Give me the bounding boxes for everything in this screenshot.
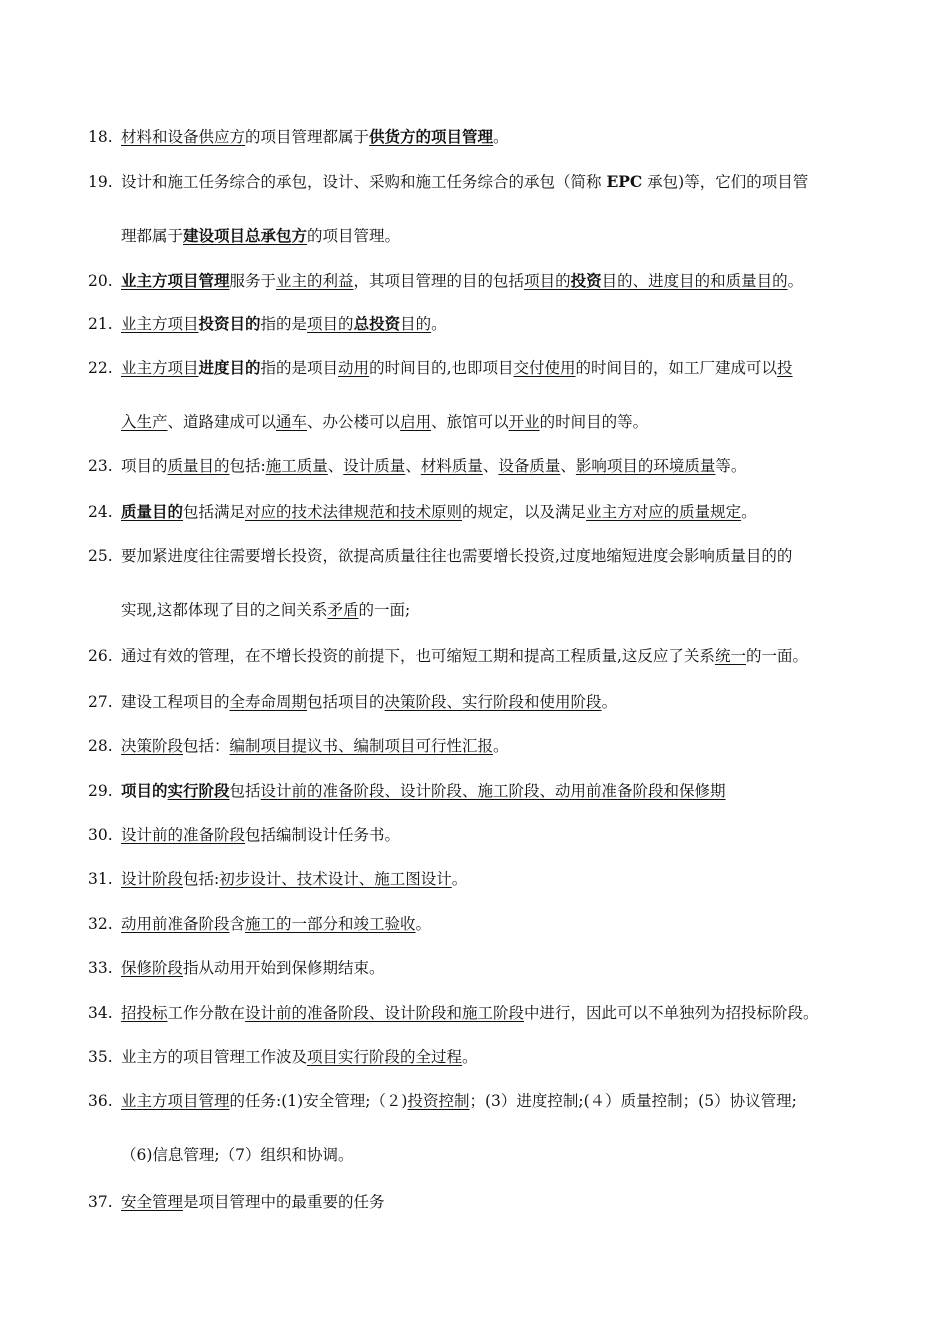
item-number: 18. — [88, 128, 113, 146]
item-text: 通过有效的管理，在不增长投资的前提下，也可缩短工期和提高工程质量,这反应了关系统一的一面。 — [121, 647, 808, 665]
item-text: 业主方的项目管理工作波及项目实行阶段的全过程。 — [121, 1048, 478, 1066]
item-text-continued: 入生产、道路建成可以通车、办公楼可以启用、旅馆可以开业的时间目的等。 — [121, 413, 649, 431]
item-number: 32. — [88, 915, 113, 933]
item-number: 28. — [88, 737, 113, 755]
item-number: 20. — [88, 272, 113, 290]
item-number: 25. — [88, 547, 113, 565]
item-text-continued: 理都属于建设项目总承包方的项目管理。 — [121, 226, 401, 245]
item-number: 33. — [88, 959, 113, 977]
item-number: 35. — [88, 1048, 113, 1066]
item-number: 22. — [88, 359, 113, 377]
item-number: 29. — [88, 782, 113, 800]
item-text-continued: 实现,这都体现了目的之间关系矛盾的一面; — [121, 601, 411, 619]
item-number: 23. — [88, 457, 113, 475]
item-number: 26. — [88, 647, 113, 665]
item-number: 19. — [88, 173, 113, 191]
item-text: 业主方项目进度目的指的是项目动用的时间目的,也即项目交付使用的时间目的，如工厂建成可以投 — [121, 358, 793, 377]
item-text: 设计阶段包括:初步设计、技术设计、施工图设计。 — [121, 870, 468, 888]
item-text: 设计和施工任务综合的承包，设计、采购和施工任务综合的承包（简称 EPC 承包)等，它们的项目管 — [121, 172, 809, 191]
item-text: 项目的实行阶段包括设计前的准备阶段、设计阶段、施工阶段、动用前准备阶段和保修期 — [121, 781, 726, 800]
item-text: 安全管理是项目管理中的最重要的任务 — [121, 1193, 385, 1211]
item-text: 要加紧进度往往需要增长投资，欲提高质量往往也需要增长投资,过度地缩短进度会影响质量目的的 — [121, 547, 793, 565]
item-number: 36. — [88, 1092, 113, 1110]
item-number: 27. — [88, 693, 113, 711]
item-text: 建设工程项目的全寿命周期包括项目的决策阶段、实行阶段和使用阶段。 — [121, 693, 618, 711]
item-text: 设计前的准备阶段包括编制设计任务书。 — [121, 826, 401, 844]
item-text-continued: （6)信息管理;（7）组织和协调。 — [121, 1146, 354, 1164]
item-number: 31. — [88, 870, 113, 888]
item-number: 34. — [88, 1004, 113, 1022]
item-text: 质量目的包括满足对应的技术法律规范和技术原则的规定，以及满足业主方对应的质量规定。 — [121, 502, 757, 521]
item-text: 业主方项目管理服务于业主的利益，其项目管理的目的包括项目的投资目的、进度目的和质量目的。 — [121, 271, 804, 290]
item-text: 业主方项目投资目的指的是项目的总投资目的。 — [121, 314, 447, 333]
item-text: 招投标工作分散在设计前的准备阶段、设计阶段和施工阶段中进行，因此可以不单独列为招投标阶段。 — [121, 1004, 819, 1022]
item-text: 动用前准备阶段含施工的一部分和竣工验收。 — [121, 915, 432, 933]
item-text: 决策阶段包括：编制项目提议书、编制项目可行性汇报。 — [121, 737, 509, 755]
item-text: 业主方项目管理的任务:(1)安全管理;（２)投资控制；(3）进度控制;(４）质量控制；(5）协议管理; — [121, 1092, 797, 1110]
item-number: 37. — [88, 1193, 113, 1211]
item-number: 30. — [88, 826, 113, 844]
item-text: 保修阶段指从动用开始到保修期结束。 — [121, 959, 385, 977]
item-number: 24. — [88, 503, 113, 521]
item-text: 材料和设备供应方的项目管理都属于供货方的项目管理。 — [121, 127, 509, 146]
item-text: 项目的质量目的包括:施工质量、设计质量、材料质量、设备质量、影响项目的环境质量等。 — [121, 457, 747, 475]
item-number: 21. — [88, 315, 113, 333]
